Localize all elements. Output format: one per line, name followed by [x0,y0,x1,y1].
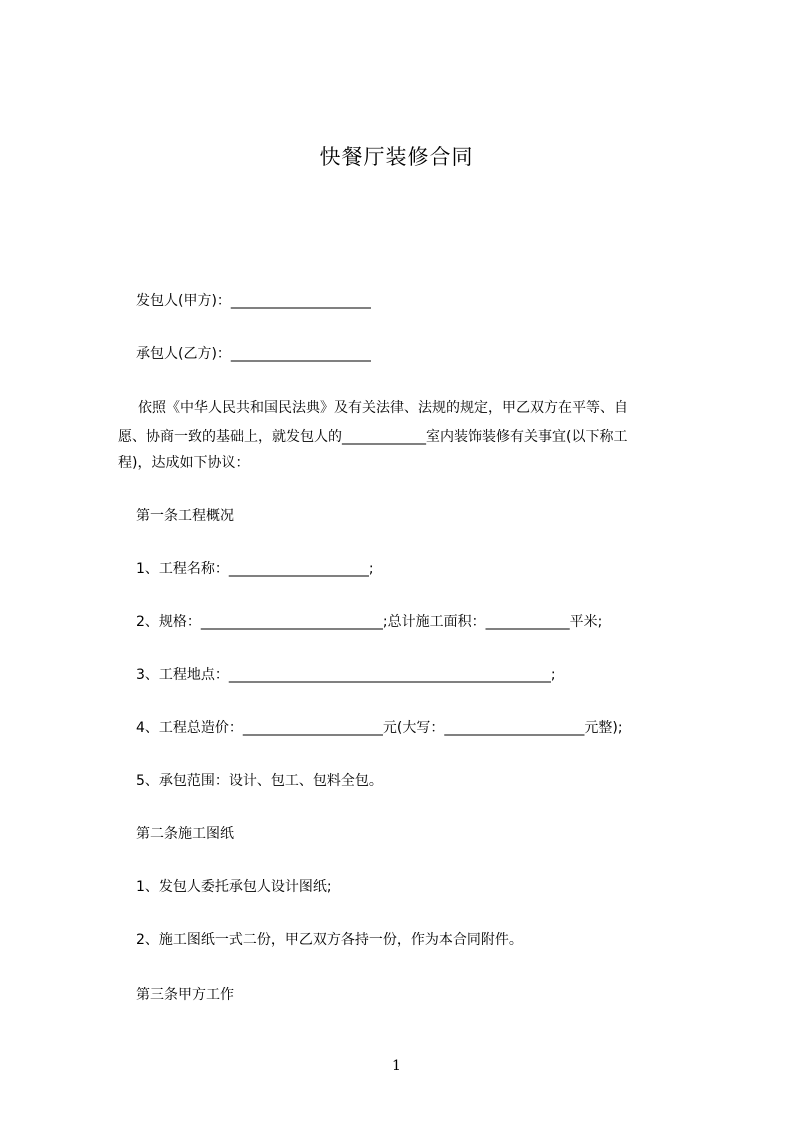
intro-paragraph-line-2: 愿、协商一致的基础上，就发包人的____________室内装饰装修有关事宜(以下称工 [118,429,628,445]
article-2-heading: 第二条施工图纸 [136,826,234,842]
article-1-item-3: 3、工程地点：______________________________________________; [136,667,556,683]
article-1-item-2: 2、规格：__________________________;总计施工面积：____________平米; [136,614,603,630]
article-1-heading: 第一条工程概况 [136,508,234,524]
article-1-item-5: 5、承包范围：设计、包工、包料全包。 [136,773,383,789]
page-number: 1 [392,1058,401,1074]
article-3-heading: 第三条甲方工作 [136,987,234,1003]
intro-paragraph-line-3: 程)，达成如下协议： [118,455,250,471]
party-b-line: 承包人(乙方)：____________________ [136,346,371,362]
article-1-item-4: 4、工程总造价：____________________元(大写：____________________元整); [136,720,623,736]
article-1-item-1: 1、工程名称：____________________; [136,561,374,577]
party-a-line: 发包人(甲方)：____________________ [136,293,371,309]
intro-paragraph-line-1: 依照《中华人民共和国民法典》及有关法律、法规的规定，甲乙双方在平等、自 [138,400,628,416]
article-2-item-2: 2、施工图纸一式二份，甲乙双方各持一份，作为本合同附件。 [136,932,523,948]
article-2-item-1: 1、发包人委托承包人设计图纸; [136,879,332,895]
document-title: 快餐厅装修合同 [319,145,474,169]
